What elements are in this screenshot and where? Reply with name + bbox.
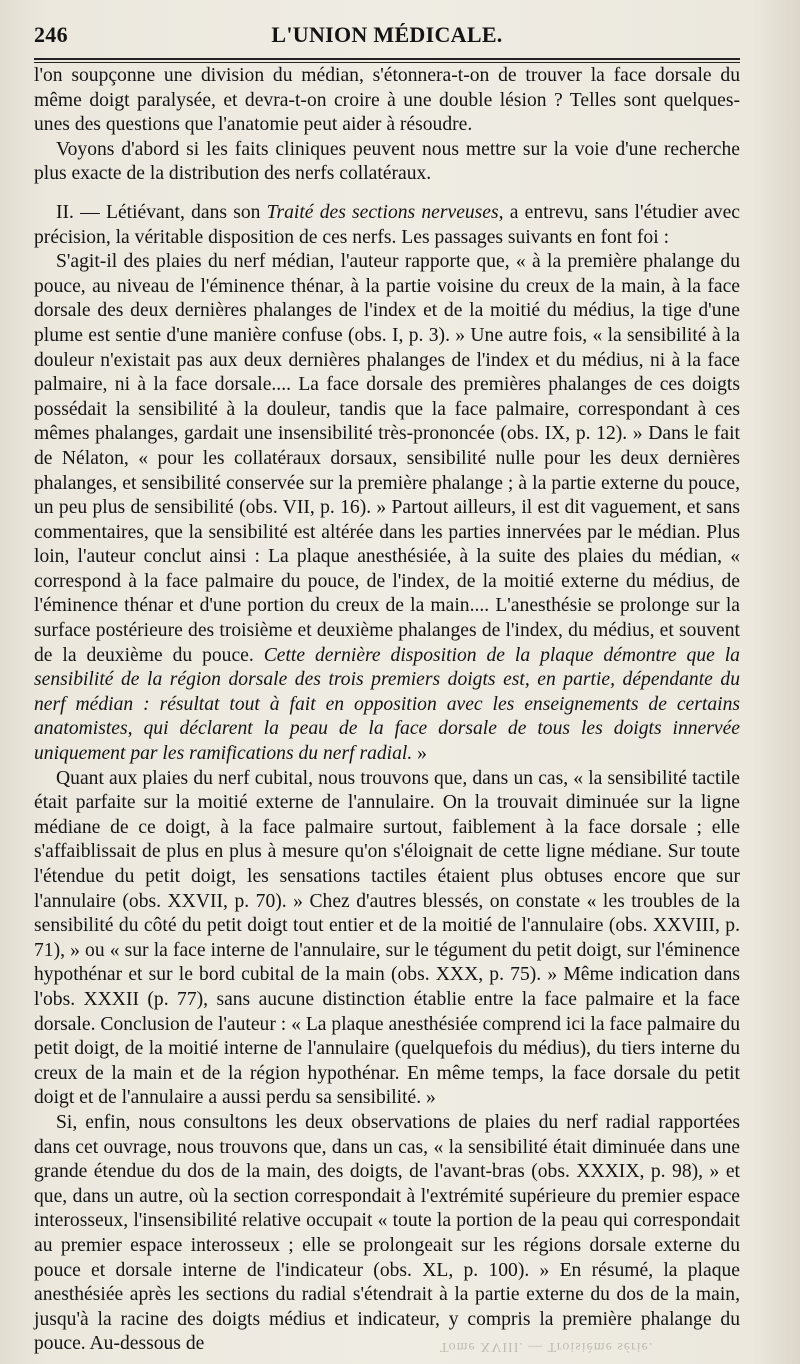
median-text: S'agit-il des plaies du nerf médian, l'auteur rapporte que, « à la première phalange du pouce, au niveau de l'éminence thénar, à la partie voisine du creux de la main, à la face dorsale des deux dernières phalanges de l'index et de la moitié du médius, la tige d'une plume est sentie d'une manière confuse (obs. I, p. 3). » Une autre fois, « la sensibilité à la douleur n'existait pas aux deux dernières phalanges de l'index et du médius, ni à la face palmaire, ni à la face dorsale.... La face dorsale des premières phalanges de ces doigts possédait la sensibilité à la douleur, tandis que la face palmaire, correspondant à ces mêmes phalanges, gardait une insensibilité très-prononcée (obs. IX, p. 12). » Dans le fait de Nélaton, « pour les collatéraux dorsaux, sensibilité nulle pour les deux dernières phalanges, et sensibilité conservée sur la première phalange ; à la partie externe du pouce, un peu plus de sensibilité (obs. VII, p. 16). » Partout ailleurs, il est dit vaguement, et sans commentaires, que la sensibilité est altérée dans les parties innervées par le médian. Plus loin, l'auteur conclut ainsi : La plaque anesthésiée, à la suite des plaies du médian, « correspond à la face palmaire du pouce, de l'index, de la moitié externe du médius, de l'éminence thénar et d'une portion du creux de la main.... L'anesthésie se prolonge sur la surface postérieure des troisième et deuxième phalanges de l'index, du médius, et souvent de la deuxième du pouce. [34,251,740,666]
paragraph-section-ii [34,201,740,250]
book-title: Traité des sections nerveuses [266,201,499,223]
median-text-end: » [412,743,427,765]
page-header [34,18,740,48]
median-italic-conclusion: Cette dernière disposition de la plaque démontre que la sensibilité de la région dorsale des trois premiers doigts est, en partie, dépendante du nerf médian : résultat tout à fait en opposition avec les enseignements de certains anatomistes, qui déclarent la peau de la face dorsale de tous les doigts innervée uniquement par les ramifications du nerf radial. [34,644,740,765]
article-body [34,64,740,1357]
paragraph-median [34,250,740,766]
paragraph-continuation: l'on soupçonne une division du médian, s'étonnera-t-on de trouver la face dorsale du même doigt paralysée, et devra-t-on croire à une double lésion ? Telles sont quelques-unes des questions que l'anatomie peut aider à résoudre. [34,65,740,136]
paragraph-voyons: Voyons d'abord si les faits cliniques peuvent nous mettre sur la voie d'une recherche plus exacte de la distribution des nerfs collatéraux. [34,138,740,185]
journal-title: L'UNION MÉDICALE. [271,22,503,47]
paragraph-radial: Si, enfin, nous consultons les deux observations de plaies du nerf radial rapportées dans cet ouvrage, nous trouvons que, dans un cas, « la sensibilité était diminuée dans une grande étendue du dos de la main, des doigts, de l'avant-bras (obs. XXXIX, p. 98), » et que, dans un autre, où la section correspondait à l'extrémité supérieure du premier espace interosseux, l'insensibilité relative occupait « toute la portion de la peau qui correspondait au premier espace interosseux ; elle se prolongeait sur les régions dorsale externe du pouce et dorsale interne de l'indicateur (obs. XL, p. 100). » En résumé, la plaque anesthésiée après les sections du radial s'étendrait à la partie externe du dos de la main, jusqu'à la racine des doigts médius et indicateur, y compris la première phalange du pouce. Au-dessous de [34,1111,740,1355]
section-ii-text-end: , a entrevu, sans l'étudier avec précision, la véritable disposition de ces nerfs. Les passages suivants en font foi : [34,201,740,248]
bleed-through-footer: Tome XVIII. — Troisième série. [440,1339,654,1354]
header-rule [34,58,740,63]
paragraph-cubital: Quant aux plaies du nerf cubital, nous trouvons que, dans un cas, « la sensibilité tactile était parfaite sur la moitié externe de l'annulaire. On la trouvait diminuée sur la ligne médiane de ce doigt, à la face palmaire surtout, faiblement à la face dorsale ; elle s'affaiblissait de plus en plus à mesure qu'on s'éloignait de cette ligne médiane. Sur toute l'étendue du petit doigt, les sensations tactiles étaient plus obtuses encore que sur l'annulaire (obs. XXVII, p. 70). » Chez d'autres blessés, on constate « les troubles de la sensibilité du côté du petit doigt tout entier et de la moitié de l'annulaire (obs. XXVIII, p. 71), » ou « sur la face interne de l'annulaire, sur le tégument du petit doigt, sur l'éminence hypothénar et sur le bord cubital de la main (obs. XXX, p. 75). » Même indication dans l'obs. XXXII (p. 77), sans aucune distinction établie entre la face palmaire et la face dorsale. Conclusion de l'auteur : « La plaque anesthésiée comprend ici la face palmaire du petit doigt, de la moitié interne de l'annulaire (quelquefois du médius), du tiers interne du creux de la main et de la région hypothénar. En même temps, la face dorsale du petit doigt et de l'annulaire a aussi perdu sa sensibilité. » [34,767,740,1109]
page-number: 246 [34,22,68,47]
section-ii-text: II. — Létiévant, dans son [56,201,267,223]
